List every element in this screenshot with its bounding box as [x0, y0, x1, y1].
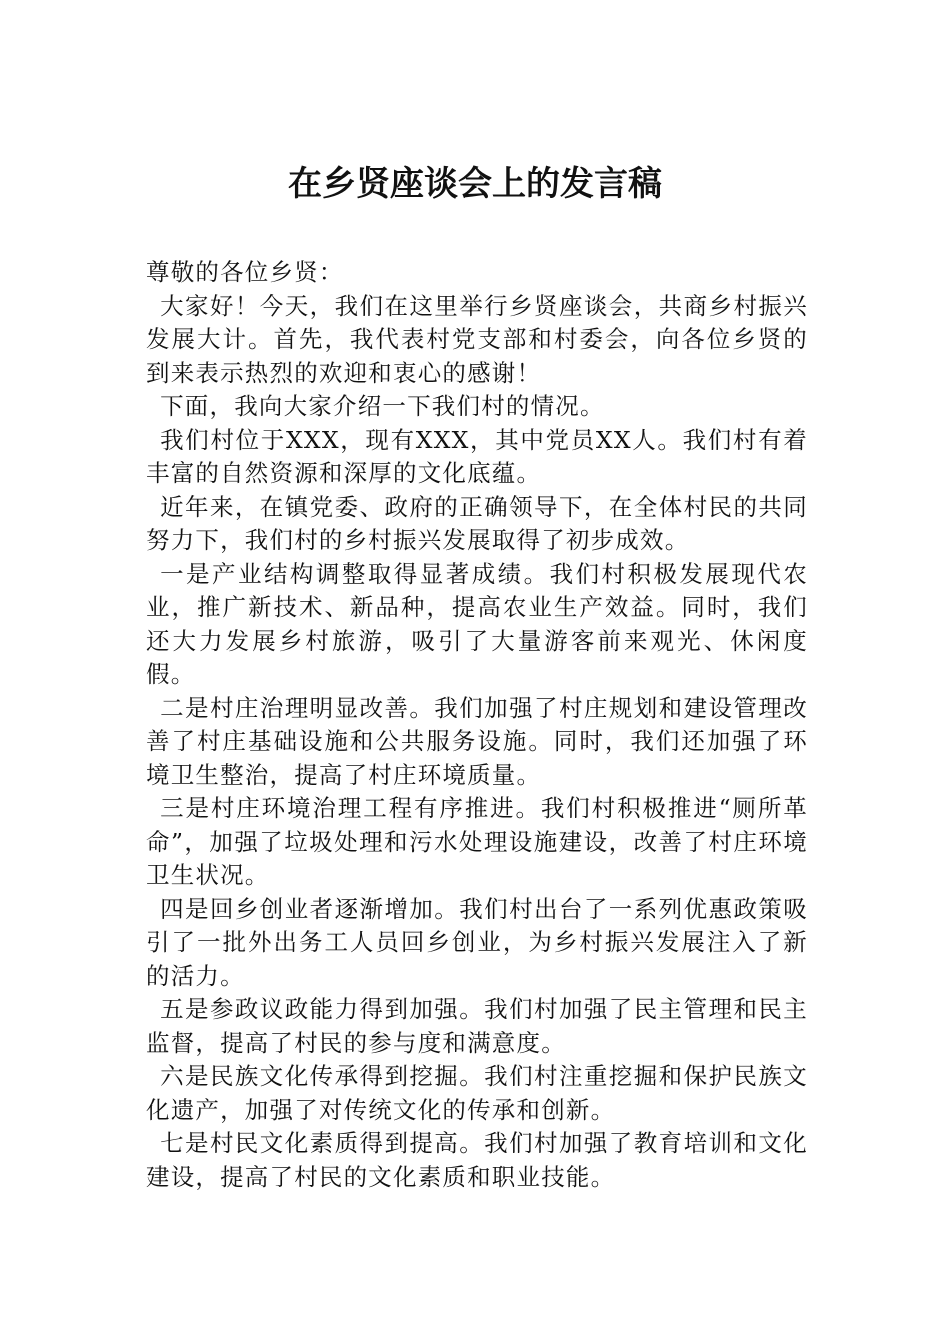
- paragraph-point-5: 五是参政议政能力得到加强。我们村加强了民主管理和民主监督，提高了村民的参与度和满意度。: [146, 995, 808, 1057]
- paragraph-village-overview: 我们村位于XXX，现有XXX，其中党员XX人。我们村有着丰富的自然资源和深厚的文化底蕴。: [146, 425, 808, 487]
- paragraph-recent-results: 近年来，在镇党委、政府的正确领导下，在全体村民的共同努力下，我们村的乡村振兴发展取得了初步成效。: [146, 492, 808, 554]
- paragraph-intro: 下面，我向大家介绍一下我们村的情况。: [160, 392, 605, 420]
- paragraph-point-1: 一是产业结构调整取得显著成绩。我们村积极发展现代农业，推广新技术、新品种，提高农业生产效益。同时，我们还大力发展乡村旅游，吸引了大量游客前来观光、休闲度假。: [146, 559, 808, 688]
- paragraph-point-3: 三是村庄环境治理工程有序推进。我们村积极推进“厕所革命”，加强了垃圾处理和污水处理设施建设，改善了村庄环境卫生状况。: [146, 794, 808, 889]
- document-title: 在乡贤座谈会上的发言稿: [288, 164, 662, 204]
- paragraph-point-2: 二是村庄治理明显改善。我们加强了村庄规划和建设管理改善了村庄基础设施和公共服务设施。同时，我们还加强了环境卫生整治，提高了村庄环境质量。: [146, 693, 808, 789]
- paragraph-greeting: 大家好！今天，我们在这里举行乡贤座谈会，共商乡村振兴发展大计。首先，我代表村党支部和村委会，向各位乡贤的到来表示热烈的欢迎和衷心的感谢！: [146, 291, 808, 387]
- paragraph-point-7: 七是村民文化素质得到提高。我们村加强了教育培训和文化建设，提高了村民的文化素质和职业技能。: [146, 1129, 808, 1191]
- paragraph-point-4: 四是回乡创业者逐渐增加。我们村出台了一系列优惠政策吸引了一批外出务工人员回乡创业，为乡村振兴发展注入了新的活力。: [146, 894, 808, 990]
- document-body: [146, 256, 808, 1194]
- salutation: 尊敬的各位乡贤：: [146, 258, 344, 286]
- paragraph-point-6: 六是民族文化传承得到挖掘。我们村注重挖掘和保护民族文化遗产，加强了对传统文化的传承和创新。: [146, 1062, 808, 1124]
